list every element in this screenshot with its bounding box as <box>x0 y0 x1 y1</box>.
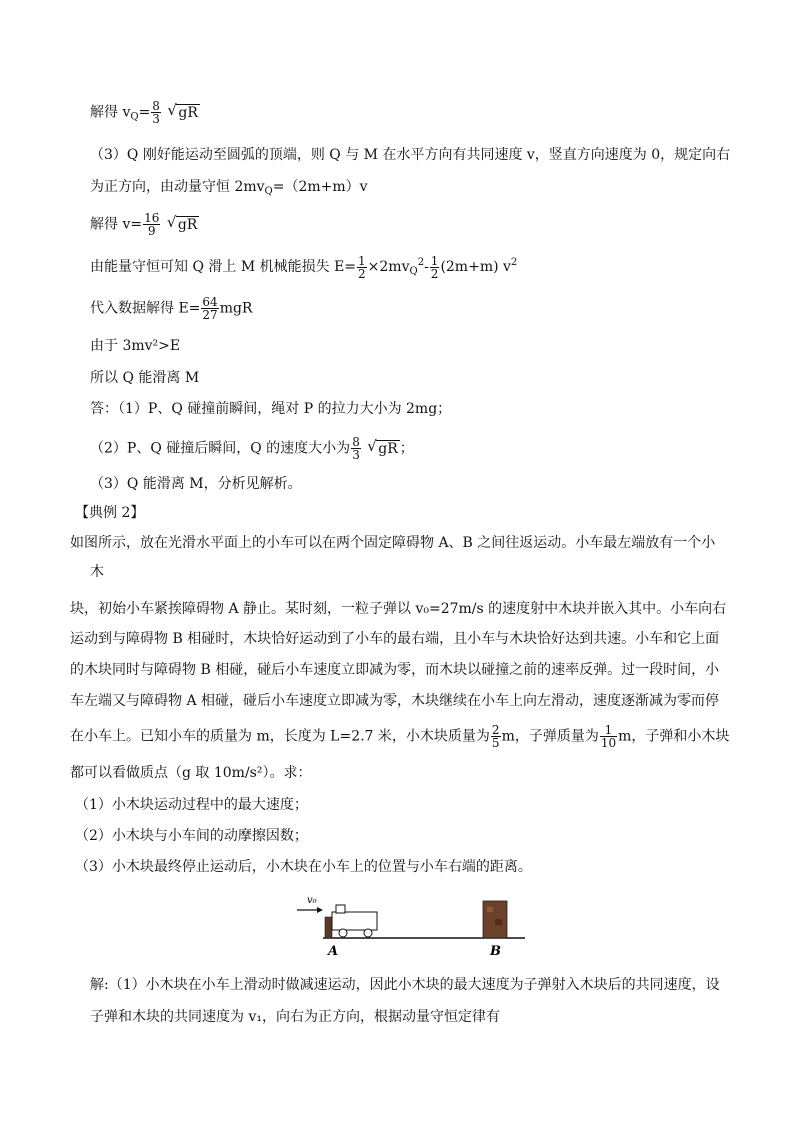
p6-b: m，子弹质量为 <box>501 728 599 745</box>
sub-fraction <box>201 296 218 321</box>
problem-line2: 块，初始小车紧挨障碍物 A 静止。某时刻，一粒子弹以 v₀=27m/s 的速度射中木块并嵌入其中。小车向右 <box>70 601 727 617</box>
v-result <box>90 212 199 237</box>
v-den: 9 <box>147 224 156 238</box>
v-fraction <box>143 212 160 237</box>
vq-sub: Q <box>130 111 139 123</box>
solution-line1: 解:（1）小木块在小车上滑动时做减速运动，因此小木块的最大速度为子弹射入木块后的共同速度，设 <box>90 977 720 993</box>
step3-line2-sub: Q <box>264 186 273 197</box>
cart-body <box>332 912 377 930</box>
problem-line1: 如图所示，放在光滑水平面上的小车可以在两个固定障碍物 A、B 之间往返运动。小车最左端放有一个小 <box>70 535 716 551</box>
cart-figure <box>295 893 525 963</box>
ans2-prefix: （2）P、Q 碰撞后瞬间，Q 的速度大小为 <box>90 440 351 457</box>
p6-f1-den: 5 <box>491 736 500 750</box>
energy-loss <box>90 253 517 282</box>
energy-end: (2m+m) v <box>440 259 511 275</box>
vq-eq: = <box>138 104 151 121</box>
problem-line4: 的木块同时与障碍物 B 相碰，碰后小车速度立即减为零，而木块以碰撞之前的速率反弹。过一段时间，小 <box>70 662 720 678</box>
example-heading: 【典例 2】 <box>75 505 145 521</box>
ans2-end: ； <box>399 440 414 457</box>
answer-1: 答：（1）P、Q 碰撞前瞬间，绳对 P 的拉力大小为 2mg； <box>90 401 452 417</box>
cart-wheel-left <box>339 929 347 937</box>
p6-f2-num: 1 <box>600 724 617 737</box>
energy-f2-num: 1 <box>430 253 439 268</box>
p6-frac2 <box>600 724 617 749</box>
since-line: 由于 3mv²>E <box>90 338 181 354</box>
vq-result <box>90 100 200 128</box>
energy-f1-num: 1 <box>358 253 366 268</box>
vq-prefix: 解得 v <box>90 104 131 121</box>
obstacle-b-texture <box>487 907 493 912</box>
problem-line5: 车左端又与障碍物 A 相碰，碰后小车速度立即减为零，木块继续在小车上向左滑动，速度逐渐减为零而停 <box>70 693 720 709</box>
energy-end-sup: 2 <box>510 257 518 268</box>
question-2: （2）小木块与小车间的动摩擦因数； <box>75 828 308 844</box>
vq-num: 8 <box>152 99 160 113</box>
ans2-sqrt: √ gR <box>376 440 400 457</box>
question-1: （1）小木块运动过程中的最大速度； <box>75 797 308 813</box>
energy-frac1 <box>357 255 367 280</box>
answer-2 <box>90 436 414 461</box>
sub-end: mgR <box>219 300 253 317</box>
obstacle-b-texture2 <box>495 919 502 925</box>
energy-f1-den: 2 <box>358 266 366 281</box>
step3-line2 <box>90 177 368 202</box>
answer-3: （3）Q 能滑离 M，分析见解析。 <box>90 476 302 492</box>
ans2-num: 8 <box>352 435 360 449</box>
step3-line1: （3）Q 刚好能运动至圆弧的顶端，则 Q 与 M 在水平方向有共同速度 v，竖直方向速度为 0，规定向右 <box>90 147 731 163</box>
p6-frac1 <box>491 724 501 749</box>
problem-line7: 都可以看做质点（g 取 10m/s²）。求： <box>70 765 312 781</box>
problem-line1b: 木 <box>90 564 104 580</box>
v-num: 16 <box>144 211 160 225</box>
problem-line6 <box>70 724 729 749</box>
bullet-arrowhead <box>317 907 323 913</box>
substitution <box>90 296 252 321</box>
sub-num: 64 <box>202 295 218 309</box>
step3-line2-end: =（2m+m）v <box>272 179 368 195</box>
v-prefix: 解得 v= <box>90 216 143 233</box>
vq-den: 3 <box>152 112 160 126</box>
energy-f2-den: 2 <box>430 266 439 281</box>
fig-v0-label: v₀ <box>307 895 317 906</box>
solution-line2: 子弹和木块的共同速度为 v₁，向右为正方向，根据动量守恒定律有 <box>90 1009 500 1025</box>
cart-wheel-right <box>364 929 372 937</box>
fig-a-label: A <box>328 944 339 959</box>
wood-block <box>336 905 345 913</box>
vq-sqrt: √ gR <box>176 104 200 121</box>
sub-prefix: 代入数据解得 E= <box>90 300 201 317</box>
energy-mid-sup: 2 <box>417 257 425 268</box>
ans2-fraction <box>351 436 361 461</box>
sub-den: 27 <box>202 308 218 322</box>
energy-prefix: 由能量守恒可知 Q 滑上 M 机械能损失 E= <box>90 259 357 275</box>
energy-mid: ×2mv <box>367 259 410 275</box>
ans2-den: 3 <box>352 448 360 462</box>
energy-frac2 <box>430 255 440 280</box>
p6-c: m，子弹和小木块 <box>618 728 730 745</box>
step3-line2-text: 为正方向，由动量守恒 2mv <box>90 179 265 195</box>
fig-b-label: B <box>490 944 501 959</box>
p6-f1-num: 2 <box>491 723 500 737</box>
p6-f2-den: 10 <box>600 736 617 750</box>
v-sqrt: √ gR <box>176 216 200 233</box>
so-line: 所以 Q 能滑离 M <box>90 370 200 386</box>
obstacle-a <box>325 917 332 938</box>
question-3: （3）小木块最终停止运动后，小木块在小车上的位置与小车右端的距离。 <box>75 859 532 875</box>
vq-fraction <box>151 100 161 125</box>
energy-mid-sub: Q <box>409 266 418 277</box>
problem-line3: 运动到与障碍物 B 相碰时，木块恰好运动到了小车的最右端，且小车与木块恰好达到共速。小车和它上面 <box>70 631 720 647</box>
p6-a: 在小车上。已知小车的质量为 m，长度为 L=2.7 米，小木块质量为 <box>70 728 490 745</box>
energy-minus: - <box>424 259 429 275</box>
